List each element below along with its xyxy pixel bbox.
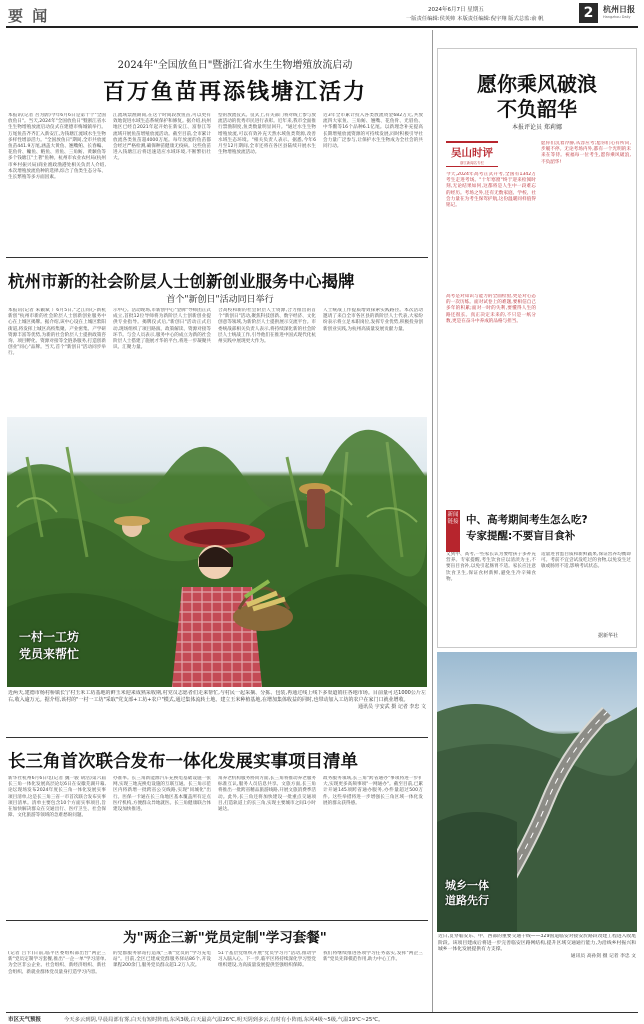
story2-col2: 示中心。活动现场,市新创中心"金牌"导师团正式成立,首批12位导师将为新阶层人士创新创业提供专业指导。揭牌仪式后,"新创日"活动正式启动,现场组织了项目路演、政策解读、资源对接等环节。与会人员表示,服务中心的成立为新的社会阶层人士搭建了施展才华的平台,将进一步凝聚共识、汇聚力量。 — [113, 308, 211, 351]
story4-col2: 的党群服务驿站打造成"三新"党员的"学习充电站"。目前,全区已建成党群服务驿站86个,开设课程200余门,服务党员群众超1.2万人次。 — [113, 951, 211, 969]
story4-col3: 51个基层党组织开展"党员学习月"活动,推动学习入脑入心。下一步,临平区将持续深化学习型党组织建设,为高质量发展提供坚强组织保障。 — [218, 951, 316, 969]
story4-col4: 我们将继续推进各项学习任务落实,发挥"两企三新"党员先锋模范作用,助力中心工作。 — [323, 951, 423, 963]
story1-kicker: 2024年"全国放鱼日"暨浙江省水生生物增殖放流启动 — [117, 60, 353, 71]
road-photo — [437, 652, 637, 932]
sidebar-news-headline-2: 专家提醒:不要盲目食补 — [466, 530, 576, 542]
story1-col3: 型的放流仪式。仪式上,有关部门将对线上参与放流活动的优秀市民进行表彰。近年来,我市全面推行禁渔制度,鱼类数量明显回升。"通过水生生物增殖放流,可以有效补充天然水域鱼类资源,改善水域生态环境。"相关负责人表示。据悉,今年6月至12月期间,全市还将在各区县陆续开展水生生物增殖放流活动。 — [218, 113, 316, 156]
newspaper-logo-sub: Hangzhou Daily — [603, 15, 631, 19]
commentary-byline: 本报评论员 郑莉娜 — [512, 124, 562, 131]
photo-title — [19, 629, 129, 663]
story2-col1: 本报讯(记者 朱颖斌 ）6月5日,"之江同心·新杭新创"杭州市新的社会阶层人士创新创业服务中心在上城区揭牌。据介绍,该中心设在上城区紫阳街道,将发挥上城区高校集聚、产业密集、产学研资源丰富等优势,为新的社会阶层人士提供政策咨询、项目孵化、资源对接等全链条服务,打造创新创业"同心"品牌。当天,首个"新创日"活动同步举行。 — [8, 308, 106, 357]
story2-subhead: 首个"新创日"活动同日举行 — [166, 295, 274, 305]
column-badge-sub: 浙江新闻名专栏 — [460, 161, 484, 165]
photo-caption — [8, 690, 426, 736]
story3-col3: 角养老机构服务协同方面,长三角将推动养老服务标准互认,服务人员信息共享。文旅方面,长三角将推出一批跨省精品旅游线路,开展文旅消费季活动。此外,长三角还将加快建设一批重点交通项目,打造轨道上的长三角,实现主要城市之间1小时通达。 — [218, 776, 316, 813]
sidebar-news-credit: 据新华社 — [598, 633, 619, 639]
story2-col3: 合高校和新的社会阶层人士资源,合力推出的首个"新创日"活动,聚焦科技创新、数字经济、文化创意等领域,为新阶层人士提供展示交流平台。市委统战部相关负责人表示,将持续深化新的社会阶层人士统战工作,引导他们在推进中国式现代化杭州实践中展现更大作为。 — [218, 308, 316, 345]
story1-col1: 本报讯(记者 吾为蔚)今年6月6日是第十个"全国放鱼日"。当天,2024年"全国放鱼日"暨浙江省水生生物增殖放流启动仪式在建德市梅城镇举行。万尾鱼苗齐齐汇入新安江,为钱塘江流域水生生物多样性增添活力。"全国放鱼日"期间,全市共放流鱼苗441.9万尾,涵盖大黄鱼、翘嘴鲌、长春鳊、花鱼骨、鳙鱼、鲢鱼、青鱼、三角鲂、黄颡鱼等多个钱塘江"土著"鱼种。杭州市农业农村局(杭州市乡村振兴局)商业渔政渔港处相关负责人介绍,本次增殖放流鱼种的选择,综合了鱼类生态分布、生长繁殖等多方面因素。 — [8, 113, 106, 181]
story3-headline: 长三角首次联合发布一体化发展实事项目清单 — [8, 752, 358, 772]
commentary-headline-2: 不负韶华 — [497, 97, 577, 121]
story3-col2: 办准率。长三角新能源汽车充换电基础设施一张网,实现三地充换电设施的互联互通。长三角示范区内将新增一批跨省公交线路,实现"同城化"出行。医保一卡通在长三角地区基本覆盖所有定点医疗机构,方便群众异地就医。长三角健康联合体建设加快推进。 — [113, 776, 211, 813]
masthead — [0, 0, 644, 26]
story1-col2: 江流域禁渔期间,在这个时间段放鱼苗,可以更有效地促进水域生态系统保护和修复。据介绍,杭州地区已经自2021年起开始在新安江、富春江等流域开展鱼苗增殖放流活动。截至目前,全市累计放流各类鱼苗超4000万尾。每年放流的鱼苗都会经过严格检测,确保种苗健康无疫病。这些鱼苗进入钱塘江后将迅速适应水域环境,不断繁衍壮大。 — [113, 113, 211, 162]
story3-col4: 政务服务领域,长三角"跨省通办"事项将进一步扩大,实现更多高频事项"一网通办"。截至目前,已累计开通145项跨省通办服务,办件量超过500万件。这些举措将进一步增强长三角区域一体化发展的群众获得感。 — [323, 776, 423, 806]
footer-rule — [6, 1012, 638, 1013]
story2-col4: 人士统战工作提质增效探索实践路径。本次活动邀请了来自全市各区县的新阶层人士代表,大家纷纷表示将立足本职岗位,发挥专业优势,积极投身创新创业实践,为杭州高质量发展贡献力量。 — [323, 308, 423, 332]
road-photo-caption-text: 近日,贯穿临安东、中、西部的重要交通干线——329国道临安对接安於路段改建工程进入收尾阶段。该项目建成后将进一步完善临安区路网结构,提升区域交通通行能力,为沿线乡村振兴和城乡一体化发展提供有力支撑。 — [438, 934, 636, 953]
photo-caption-text: 近两天,建德市杨村桥镇长宁村玉米工坊基地的鲜玉米迎来成熟采收期,村党员志愿者们走来帮忙,与村民一起采摘、分拣、包装,再通过线上线下多渠道销往各地市场。目前量可达1000公斤左右,收入逾万元。据介绍,该村的"一村一工坊"采取"党支部+工坊+农户"模式,通过集体流转土地、建立玉米种植基地,在增加集体收益的同时,也带动加入工坊的农户在家门口就业增收。 — [8, 690, 426, 703]
issue-date: 2024年6月7日 星期五 — [428, 7, 484, 13]
story4-headline: 为"两企三新"党员定制"学习套餐" — [123, 930, 327, 946]
weather-bar — [6, 1014, 638, 1024]
commentary-col1-bottom: 高考是对知识与能力的全面检验,更是对心态的一次历练。面对试卷上的难题,要相信自己多年的积累;面对一时的失利,要懂得人生的路还很长。真正决定未来的,不只是一纸分数,更是在奋斗中养成的品格与担当。 — [446, 294, 536, 324]
column-divider — [432, 30, 433, 1012]
commentary-col1-top: 今天,2024年高考正式开考,全国有1342万考生走进考场。"十年寒窗"终于迎来检阅时刻,无论结果如何,这都将是人生中一段难忘的经历。考场之外,还有无数家庭、学校、社会力量在为考生保驾护航,这份温暖同样值得铭记。 — [446, 172, 536, 209]
photo-caption-credit: 通讯员 宇安武 摄 记者 李忠 文 — [358, 704, 426, 710]
sidebar-news-tag-text: 新闻链接 — [447, 512, 459, 525]
section-name: 要 闻 — [8, 7, 50, 25]
weather-label: 市区天气预报 — [8, 1017, 42, 1023]
rule-below-story3 — [6, 920, 428, 921]
page-number: 2 — [579, 3, 598, 23]
road-photo-caption — [438, 934, 636, 1010]
column-badge — [446, 141, 498, 167]
story1-col4: 近3年全市累计投入各类放流资金682万元,共放流四大家鱼、三角鲂、翘嘴、花鱼骨、光唇鱼、中华鳖等16个品种6.1亿尾。以新理念补充提高长期增殖放流资源的可持续发展,同时积极引导社会力量广泛参与,让保护水生生物成为全社会的共同行动。 — [323, 113, 423, 150]
road-photo-title: 城乡一体 道路先行 — [445, 879, 489, 907]
sidebar-news-col2: 适量进食蛋白质和新鲜蔬果,保证营养均衡即可。考前不宜尝试没吃过的食物,以免发生过敏或肠胃不适,影响考试状态。 — [541, 552, 631, 570]
story2-headline: 杭州市新的社会阶层人士创新创业服务中心揭牌 — [8, 272, 355, 291]
story3-col1: 新华社杭州6月6日电(记者 魏一骏 胡浩)第六届长三角一体化发展高层论坛6日在安徽芜湖开幕,论坛现场发布2024年度长三角一体化发展实事项目清单,这是长三角三省一市首次联合发布实事项目清单。清单主要包含10个方面实事项目,旨在加快解决群众在交通出行、医疗卫生、社会保障、文化旅游等领域的急难愁盼问题。 — [8, 776, 106, 819]
column-badge-name: 吴山时评 — [451, 147, 493, 159]
editor-credits: 一版责任编辑:侯英帅 本版责任编辑:倪宇翔 版式总监:俞 帆 — [406, 16, 544, 22]
newspaper-logo: 杭州日报 — [603, 4, 635, 14]
commentary-col2: 愿你们沉着冷静,从容应考;愿你们心有所向,步履不停。无论考场内外,都有一个光明的未来在等待。祝福每一位考生,愿你乘风破浪,不负韶华! — [541, 141, 631, 165]
weather-text: 今天多云到阴,早晨局部有雾,白天有短时阵雨,东风3级,白天最高气温26℃,明天阴到多云,有时有小阵雨,东风4级~5级,气温19℃~25℃。 — [64, 1017, 384, 1023]
masthead-rule — [6, 26, 638, 28]
sidebar-news-tag — [446, 510, 460, 552]
photo-title-text: 一村一工坊 党员来帮忙 — [19, 630, 80, 661]
road-photo-credit: 通讯员 高孙剑 摄 记者 李忠 文 — [570, 953, 636, 959]
rule-below-story1 — [6, 257, 428, 258]
sidebar-news-headline-1: 中、高考期间考生怎么吃? — [466, 514, 588, 526]
story1-headline: 百万鱼苗再添钱塘江活力 — [102, 80, 367, 105]
rule-below-photo — [6, 737, 428, 738]
commentary-headline-1: 愿你乘风破浪 — [477, 72, 597, 96]
sidebar-news-col1: 又到中、高考,一些家长认为要给孩子多补充营养。专家提醒,考生饮食应以清淡为主,不要盲目食补,以免引起肠胃不适。家长应注意饮食卫生,保证食材新鲜,避免生冷辛辣食物。 — [446, 552, 536, 582]
cornfield-photo — [7, 417, 427, 687]
story4-col1: (记者 吕卡)日前,临平区委组织部出台"两企三新"党员定制学习套餐,推出"一企一单"学习清单,为全区非公企业、社会组织、新经济组织、新社会组织、新就业群体党员量身打造学习内容。 — [8, 951, 106, 975]
